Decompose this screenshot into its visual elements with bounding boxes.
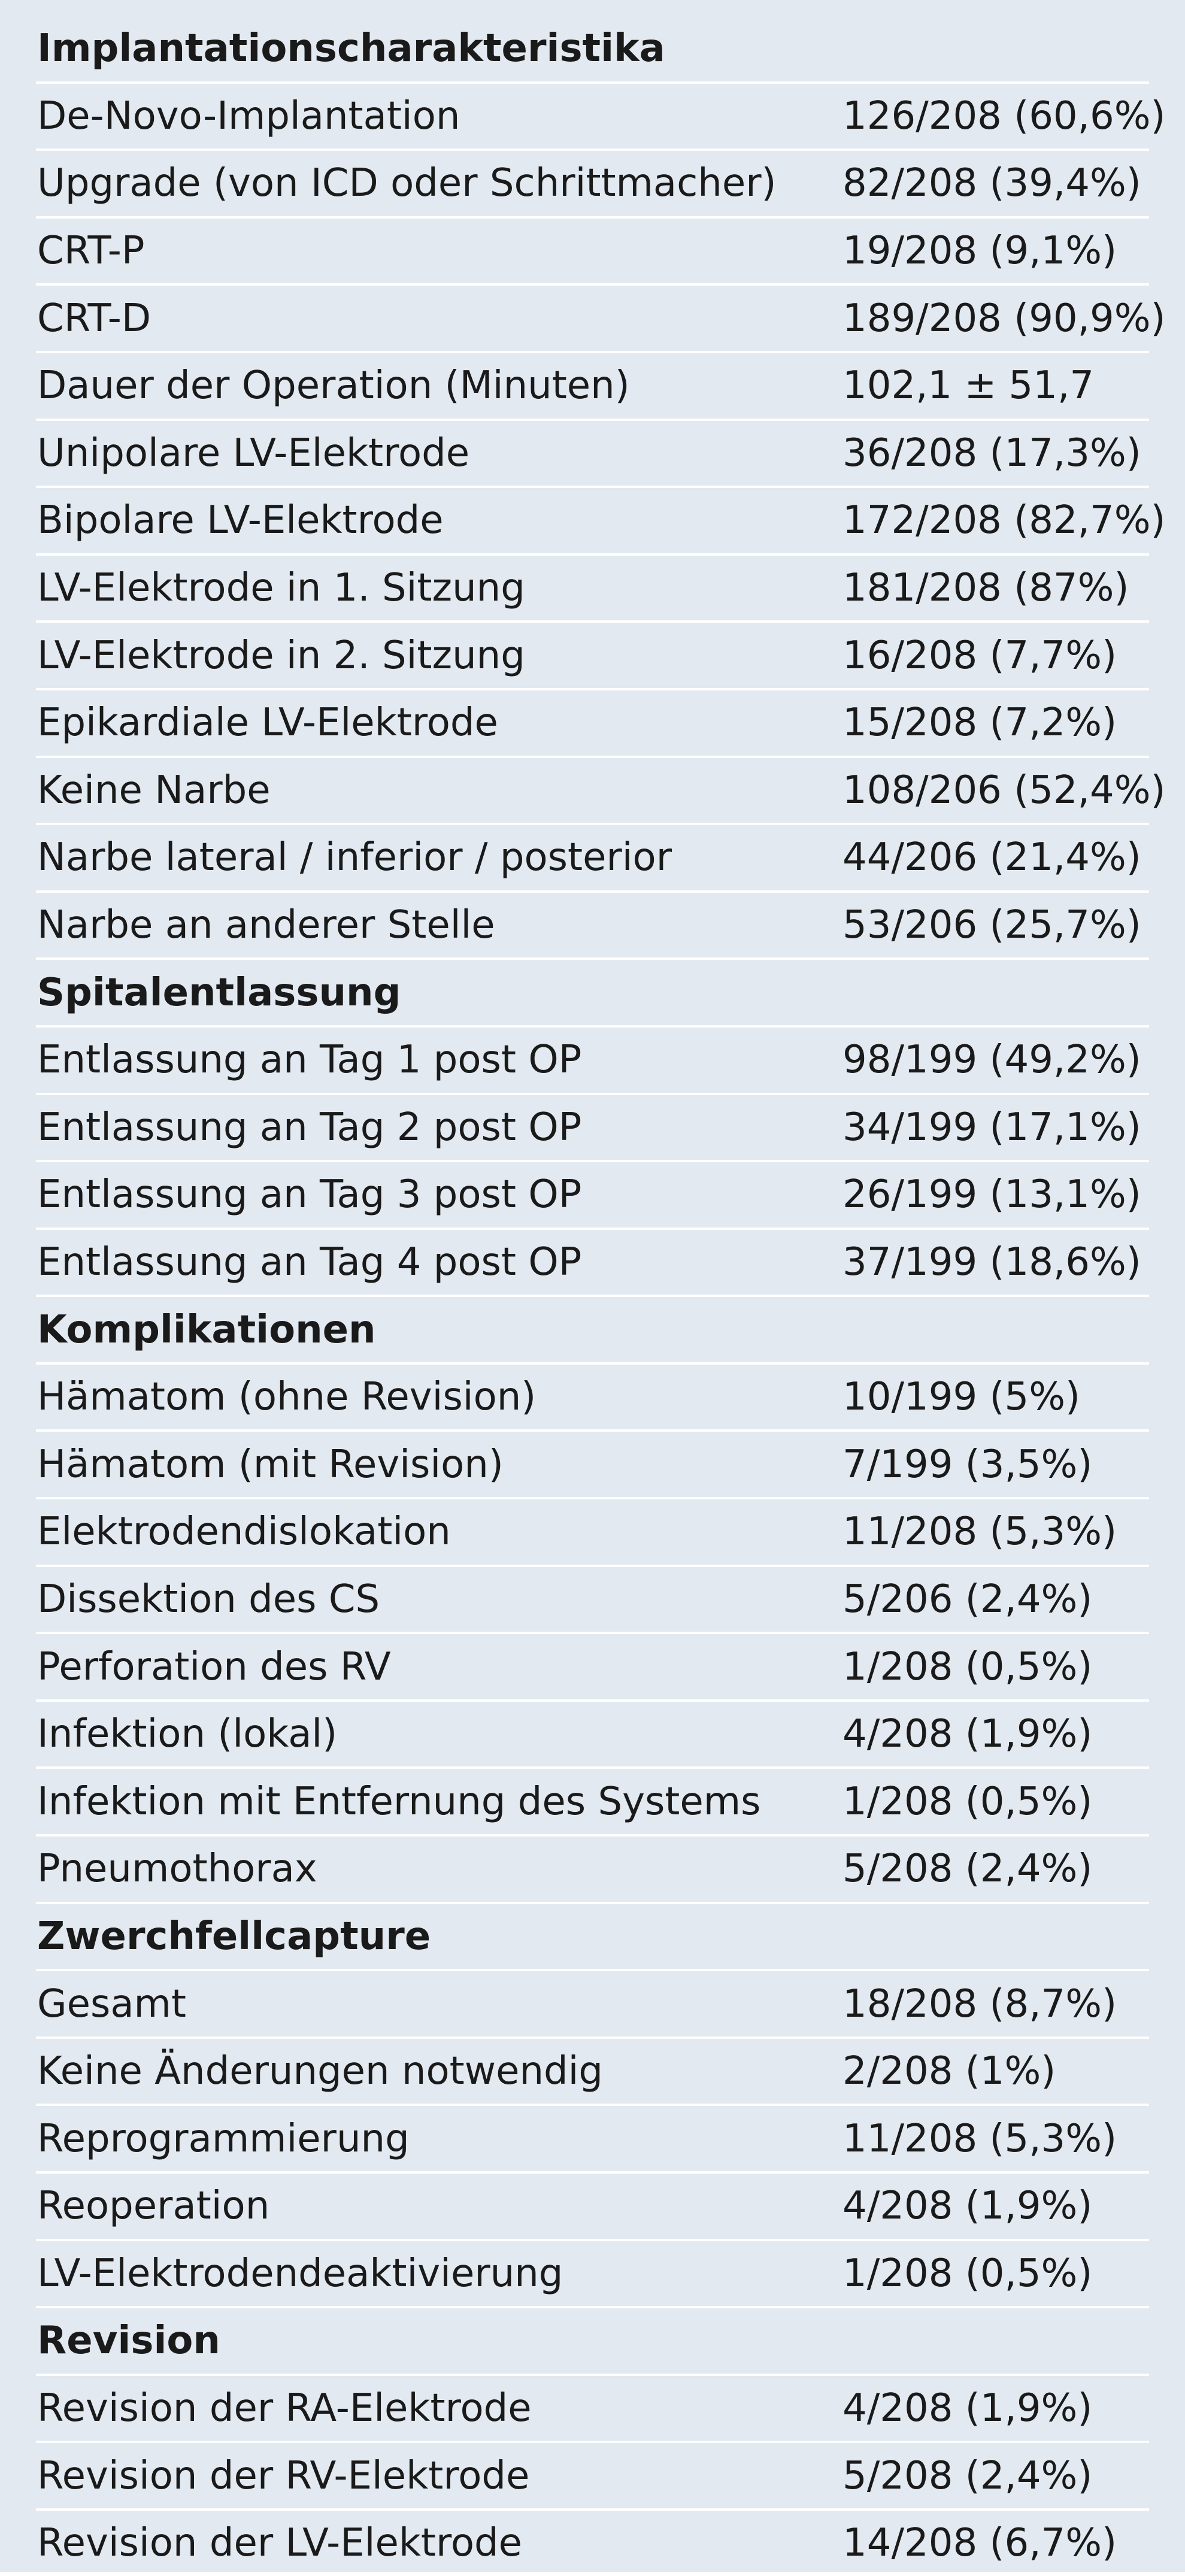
table-row xyxy=(36,757,1149,825)
table-row xyxy=(36,2105,1149,2172)
row-label: Hämatom (ohne Revision) xyxy=(36,1363,842,1431)
table-row xyxy=(36,1026,1149,1094)
table-row xyxy=(36,2510,1149,2576)
row-value: 19/208 (9,1%) xyxy=(842,217,1149,285)
table-row xyxy=(36,2442,1149,2510)
row-value: 14/208 (6,7%) xyxy=(842,2521,1117,2566)
table-row xyxy=(36,150,1149,217)
table-row xyxy=(36,554,1149,622)
row-label: De-Novo-Implantation xyxy=(36,83,842,150)
section-heading: Implantationscharakteristika xyxy=(36,16,1149,83)
table-row xyxy=(36,622,1149,689)
row-label: Perforation des RV xyxy=(36,1633,842,1701)
row-value: 126/208 (60,6%) xyxy=(842,83,1149,150)
table-row xyxy=(36,217,1149,285)
row-label: Entlassung an Tag 2 post OP xyxy=(36,1094,842,1162)
section-heading: Revision xyxy=(36,2307,1149,2375)
characteristics-table xyxy=(36,16,1166,2576)
row-value: 2/208 (1%) xyxy=(842,2038,1149,2105)
table-row xyxy=(36,1363,1149,1431)
row-label: Upgrade (von ICD oder Schrittmacher) xyxy=(36,150,842,217)
table-row xyxy=(36,1566,1149,1634)
section-heading: Spitalentlassung xyxy=(36,959,1149,1026)
row-label: Narbe lateral / inferior / posterior xyxy=(36,824,842,892)
row-value: 1/208 (0,5%) xyxy=(842,1633,1149,1701)
row-label: Epikardiale LV-Elektrode xyxy=(36,689,842,757)
row-value: 5/208 (2,4%) xyxy=(842,1835,1149,1903)
table-row xyxy=(36,1161,1149,1229)
row-value: 10/199 (5%) xyxy=(842,1363,1149,1431)
row-value: 11/208 (5,3%) xyxy=(842,1498,1149,1566)
table-row xyxy=(36,420,1149,487)
row-value: 16/208 (7,7%) xyxy=(842,622,1149,689)
row-label: Pneumothorax xyxy=(36,1835,842,1903)
row-value: 4/208 (1,9%) xyxy=(842,2375,1149,2442)
row-label: Entlassung an Tag 3 post OP xyxy=(36,1161,842,1229)
table-row xyxy=(36,2038,1149,2105)
table-row xyxy=(36,1229,1149,1296)
row-value: 1/208 (0,5%) xyxy=(842,2240,1149,2308)
row-value: 181/208 (87%) xyxy=(842,554,1149,622)
table-row xyxy=(36,2240,1149,2308)
table-row xyxy=(36,352,1149,420)
row-value: 172/208 (82,7%) xyxy=(842,487,1149,554)
row-label: Gesamt xyxy=(36,1970,842,2038)
section-heading-row xyxy=(36,959,1149,1026)
table-row xyxy=(36,2375,1149,2442)
row-label: Infektion (lokal) xyxy=(36,1701,842,1768)
row-value: 11/208 (5,3%) xyxy=(842,2105,1149,2172)
row-label: Keine Narbe xyxy=(36,757,842,825)
row-label: Hämatom (mit Revision) xyxy=(36,1431,842,1498)
row-value: 4/208 (1,9%) xyxy=(842,1701,1149,1768)
section-heading-row xyxy=(36,2307,1149,2375)
table-row xyxy=(36,2172,1149,2240)
row-label: Narbe an anderer Stelle xyxy=(36,892,842,959)
row-value: 82/208 (39,4%) xyxy=(842,150,1149,217)
row-value: 37/199 (18,6%) xyxy=(842,1229,1149,1296)
row-value: 4/208 (1,9%) xyxy=(842,2172,1149,2240)
row-label: CRT-P xyxy=(36,217,842,285)
row-label: Dauer der Operation (Minuten) xyxy=(36,352,842,420)
row-label: Keine Änderungen notwendig xyxy=(36,2038,842,2105)
row-value: 102,1 ± 51,7 xyxy=(842,352,1149,420)
section-heading: Zwerchfellcapture xyxy=(36,1903,1149,1971)
row-label: Elektrodendislokation xyxy=(36,1498,842,1566)
section-heading-row xyxy=(36,1296,1149,1363)
section-heading-row xyxy=(36,1903,1149,1971)
table-row xyxy=(36,824,1149,892)
row-label: Revision der RV-Elektrode xyxy=(36,2442,842,2510)
table-row xyxy=(36,487,1149,554)
row-value: 7/199 (3,5%) xyxy=(842,1431,1149,1498)
row-label: LV-Elektrode in 2. Sitzung xyxy=(36,622,842,689)
row-label: Revision der RA-Elektrode xyxy=(36,2375,842,2442)
row-label: CRT-D xyxy=(36,284,842,352)
section-heading-row xyxy=(36,16,1149,83)
row-label: Unipolare LV-Elektrode xyxy=(36,420,842,487)
row-value: 108/206 (52,4%) xyxy=(842,757,1149,825)
table-row xyxy=(36,1768,1149,1835)
section-heading: Komplikationen xyxy=(36,1296,1149,1363)
table-row xyxy=(36,1701,1149,1768)
row-value: 18/208 (8,7%) xyxy=(842,1970,1149,2038)
row-label: Dissektion des CS xyxy=(36,1566,842,1634)
row-value: 98/199 (49,2%) xyxy=(842,1026,1149,1094)
table-row xyxy=(36,892,1149,959)
row-value: 5/208 (2,4%) xyxy=(842,2442,1149,2510)
row-label: Entlassung an Tag 1 post OP xyxy=(36,1026,842,1094)
table-row xyxy=(36,1835,1149,1903)
row-value: 189/208 (90,9%) xyxy=(842,284,1149,352)
table-row xyxy=(36,689,1149,757)
row-label: Reoperation xyxy=(36,2172,842,2240)
table-row xyxy=(36,83,1149,150)
row-label: Revision der LV-Elektrode xyxy=(37,2521,523,2566)
row-label: Bipolare LV-Elektrode xyxy=(36,487,842,554)
row-value: 53/206 (25,7%) xyxy=(842,892,1149,959)
row-label: Entlassung an Tag 4 post OP xyxy=(36,1229,842,1296)
table-row xyxy=(36,1970,1149,2038)
row-value: 36/208 (17,3%) xyxy=(842,420,1149,487)
row-label: LV-Elektrode in 1. Sitzung xyxy=(36,554,842,622)
row-value: 15/208 (7,2%) xyxy=(842,689,1149,757)
row-label: LV-Elektrodendeaktivierung xyxy=(36,2240,842,2308)
table-body xyxy=(36,16,1166,2576)
row-label: Reprogrammierung xyxy=(36,2105,842,2172)
row-value: 34/199 (17,1%) xyxy=(842,1094,1149,1162)
table-row xyxy=(36,1633,1149,1701)
table-row xyxy=(36,284,1149,352)
table-row xyxy=(36,1094,1149,1162)
row-label: Infektion mit Entfernung des Systems xyxy=(36,1768,842,1835)
row-value: 1/208 (0,5%) xyxy=(842,1768,1149,1835)
row-value: 5/206 (2,4%) xyxy=(842,1566,1149,1634)
table-row xyxy=(36,1431,1149,1498)
row-value: 26/199 (13,1%) xyxy=(842,1161,1149,1229)
row-value: 44/206 (21,4%) xyxy=(842,824,1149,892)
table-row xyxy=(36,1498,1149,1566)
